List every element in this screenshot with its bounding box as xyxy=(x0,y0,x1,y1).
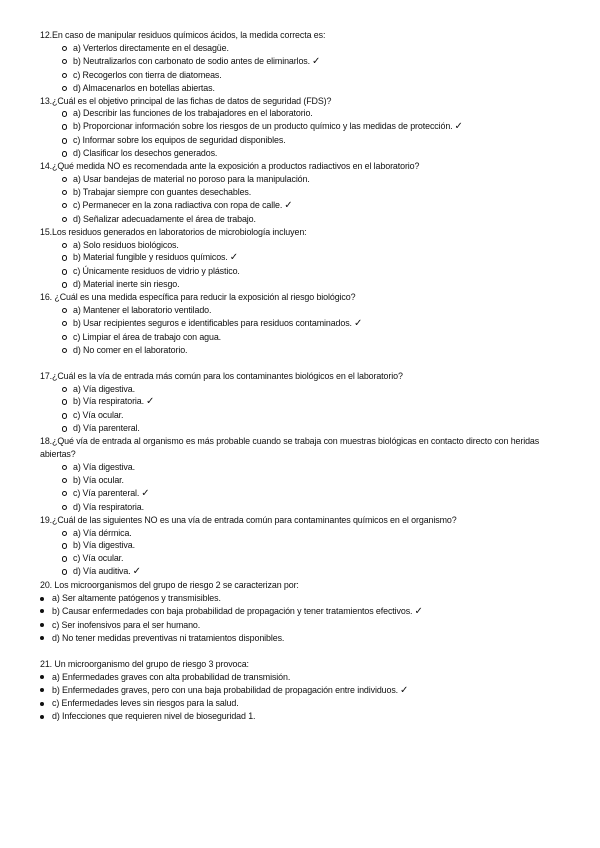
question-text: 17.¿Cuál es la vía de entrada más común para los contaminantes biológicos en el laboratorio? xyxy=(40,370,403,381)
answer-option-label: c) Recogerlos con tierra de diatomeas. xyxy=(73,69,222,80)
answer-option-label: a) Solo residuos biológicos. xyxy=(73,239,179,250)
question-list xyxy=(40,29,570,723)
answer-option-label: b) Proporcionar información sobre los riesgos de un producto químico y las medidas de protección. xyxy=(73,121,453,132)
question-block xyxy=(40,658,570,724)
question-block xyxy=(40,514,570,580)
answer-options xyxy=(40,173,570,226)
answer-option xyxy=(40,605,570,619)
answer-option-label: c) Limpiar el área de trabajo con agua. xyxy=(73,331,222,342)
answer-option-label: c) Únicamente residuos de vidrio y plástico. xyxy=(73,266,240,277)
answer-option-label: b) Neutralizarlos con carbonato de sodio antes de eliminarlos. xyxy=(73,55,311,66)
answer-option-label: c) Vía parenteral. xyxy=(73,487,140,498)
answer-option xyxy=(40,344,570,357)
answer-option-label: b) Enfermedades graves, pero con una baja probabilidad de propagación entre individuos. xyxy=(52,684,399,695)
answer-option-label: a) Mantener el laboratorio ventilado. xyxy=(73,305,212,316)
answer-option xyxy=(40,619,570,632)
question-text: 19.¿Cuál de las siguientes NO es una vía de entrada común para contaminantes químicos en el organismo? xyxy=(40,514,457,525)
question-block xyxy=(40,160,570,226)
answer-option xyxy=(40,186,570,199)
answer-option xyxy=(40,69,570,82)
checkmark-icon: ✓ xyxy=(400,684,409,696)
answer-option-label: a) Vía dérmica. xyxy=(73,527,132,538)
answer-option-label: c) Ser inofensivos para el ser humano. xyxy=(52,619,201,630)
answer-options xyxy=(40,383,570,436)
answer-option-label: a) Ser altamente patógenos y transmisibles. xyxy=(52,593,221,604)
answer-option-label: c) Vía ocular. xyxy=(73,553,124,564)
answer-option xyxy=(40,173,570,186)
question-block xyxy=(40,95,570,161)
answer-option-label: a) Enfermedades graves con alta probabilidad de transmisión. xyxy=(52,671,291,682)
answer-option-label: d) Vía parenteral. xyxy=(73,423,140,434)
answer-option xyxy=(40,213,570,226)
answer-option-label: d) Señalizar adecuadamente el área de trabajo. xyxy=(73,213,256,224)
question-text: 18.¿Qué vía de entrada al organismo es más probable cuando se trabaja con muestras biológicas en contacto directo con heridas abiertas? xyxy=(40,436,540,460)
answer-options xyxy=(40,304,570,357)
question-text: 12.En caso de manipular residuos químicos ácidos, la medida correcta es: xyxy=(40,30,326,40)
answer-option xyxy=(40,539,570,552)
answer-option-label: c) Permanecer en la zona radiactiva con ropa de calle. xyxy=(73,199,283,210)
answer-option xyxy=(40,487,570,501)
answer-option xyxy=(40,501,570,514)
question-text: 20. Los microorganismos del grupo de riesgo 2 se caracterizan por: xyxy=(40,580,299,591)
answer-option-label: c) Informar sobre los equipos de seguridad disponibles. xyxy=(73,135,286,146)
answer-option xyxy=(40,278,570,291)
answer-options xyxy=(40,671,570,724)
answer-option xyxy=(40,265,570,278)
answer-option xyxy=(40,671,570,684)
answer-option xyxy=(40,592,570,605)
answer-option xyxy=(40,331,570,344)
answer-option-label: a) Describir las funciones de los trabajadores en el laboratorio. xyxy=(73,108,313,119)
checkmark-icon: ✓ xyxy=(353,317,363,329)
answer-option xyxy=(40,147,570,160)
answer-options xyxy=(40,239,570,292)
checkmark-icon: ✓ xyxy=(141,487,150,499)
answer-option xyxy=(40,82,570,95)
checkmark-icon: ✓ xyxy=(312,55,321,67)
answer-option-label: c) Enfermedades leves sin riesgos para la salud. xyxy=(52,698,239,709)
answer-option-label: a) Vía digestiva. xyxy=(73,383,135,394)
answer-option xyxy=(40,251,570,265)
answer-option-label: b) Usar recipientes seguros e identificables para residuos contaminados. xyxy=(73,317,352,328)
question-text: 16. ¿Cuál es una medida específica para reducir la exposición al riesgo biológico? xyxy=(40,292,356,303)
answer-option xyxy=(40,239,570,252)
answer-option xyxy=(40,120,570,134)
answer-option-label: a) Verterlos directamente en el desagüe. xyxy=(73,42,229,53)
answer-option xyxy=(40,461,570,474)
answer-option xyxy=(40,684,570,698)
answer-option xyxy=(40,55,570,69)
answer-option-label: b) Causar enfermedades con baja probabilidad de propagación y tener tratamientos efectivos. xyxy=(52,605,413,616)
question-text: 21. Un microorganismo del grupo de riesgo 3 provoca: xyxy=(40,658,249,669)
answer-option xyxy=(40,474,570,487)
answer-options xyxy=(40,461,570,514)
answer-option-label: b) Vía ocular. xyxy=(73,474,124,485)
answer-option-label: d) Vía respiratoria. xyxy=(73,501,145,512)
question-block xyxy=(40,226,570,292)
answer-option xyxy=(40,395,570,409)
answer-option xyxy=(40,409,570,422)
answer-options xyxy=(40,527,570,580)
answer-option xyxy=(40,552,570,565)
answer-options xyxy=(40,107,570,160)
answer-option-label: d) Material inerte sin riesgo. xyxy=(73,279,180,290)
answer-option-label: d) Vía auditiva. xyxy=(73,566,131,577)
question-text: 14.¿Qué medida NO es recomendada ante la exposición a productos radiactivos en el laboratorio? xyxy=(40,161,420,172)
checkmark-icon: ✓ xyxy=(229,252,239,264)
answer-option xyxy=(40,107,570,120)
answer-option-label: b) Vía respiratoria. xyxy=(73,396,145,407)
answer-option-label: d) Almacenarlos en botellas abiertas. xyxy=(73,82,215,93)
question-text: 15.Los residuos generados en laboratorios de microbiología incluyen: xyxy=(40,226,307,237)
checkmark-icon: ✓ xyxy=(146,396,155,408)
answer-option xyxy=(40,317,570,331)
answer-option-label: a) Usar bandejas de material no poroso para la manipulación. xyxy=(73,173,310,184)
answer-option xyxy=(40,199,570,213)
question-text: 13.¿Cuál es el objetivo principal de las fichas de datos de seguridad (FDS)? xyxy=(40,95,332,106)
checkmark-icon: ✓ xyxy=(414,605,423,617)
question-block xyxy=(40,291,570,357)
answer-option-label: d) No tener medidas preventivas ni tratamientos disponibles. xyxy=(52,632,285,643)
answer-option-label: d) Clasificar los desechos generados. xyxy=(73,148,218,159)
answer-option xyxy=(40,304,570,317)
checkmark-icon: ✓ xyxy=(284,199,293,211)
answer-option xyxy=(40,565,570,579)
question-block xyxy=(40,370,570,436)
checkmark-icon: ✓ xyxy=(454,121,463,133)
answer-options xyxy=(40,42,570,95)
question-block xyxy=(40,29,570,95)
answer-option-label: b) Trabajar siempre con guantes desechables. xyxy=(73,186,252,197)
answer-option xyxy=(40,710,570,723)
question-block xyxy=(40,435,570,513)
answer-option-label: c) Vía ocular. xyxy=(73,410,124,421)
question-block xyxy=(40,579,570,645)
answer-option xyxy=(40,527,570,540)
answer-options xyxy=(40,592,570,645)
checkmark-icon: ✓ xyxy=(132,566,141,578)
answer-option-label: b) Vía digestiva. xyxy=(73,540,135,551)
answer-option xyxy=(40,697,570,710)
answer-option-label: d) No comer en el laboratorio. xyxy=(73,344,188,355)
answer-option xyxy=(40,422,570,435)
answer-option xyxy=(40,383,570,396)
answer-option xyxy=(40,632,570,645)
answer-option xyxy=(40,134,570,147)
answer-option-label: b) Material fungible y residuos químicos. xyxy=(73,252,228,263)
answer-option-label: d) Infecciones que requieren nivel de bioseguridad 1. xyxy=(52,711,256,722)
answer-option xyxy=(40,42,570,55)
answer-option-label: a) Vía digestiva. xyxy=(73,462,135,472)
